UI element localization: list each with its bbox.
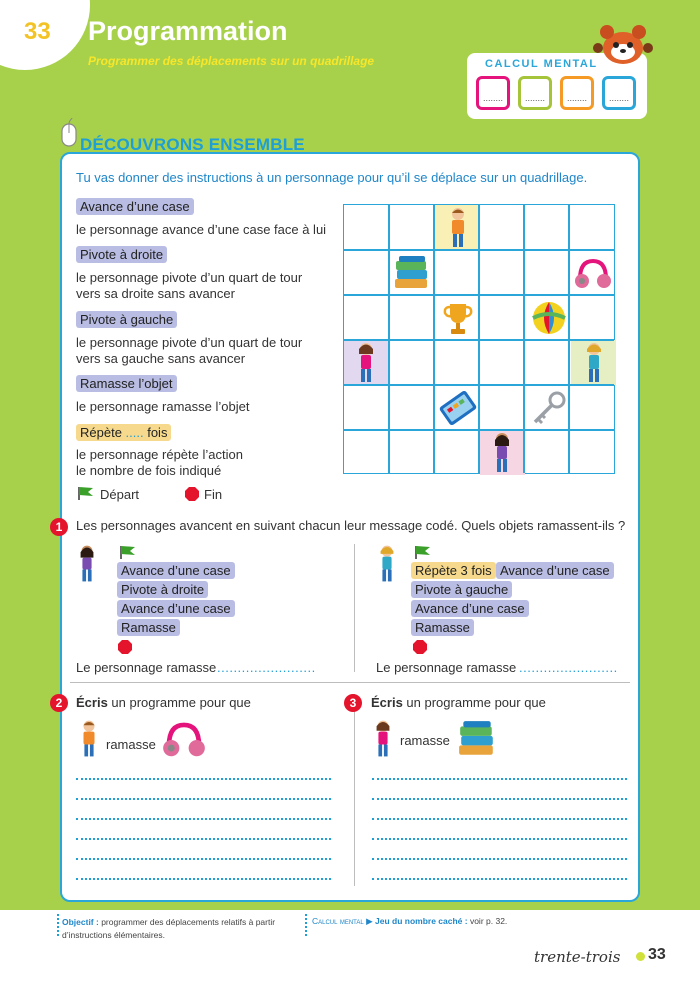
answer-line[interactable] (372, 798, 627, 800)
boy-character-icon (446, 207, 470, 249)
instruction-left-tag: Pivote à gauche (76, 311, 177, 328)
exercise-3-verb: Écris (371, 695, 403, 710)
instruction-advance-desc: le personnage avance d’une case face à lui (76, 222, 327, 237)
answer-line[interactable] (372, 778, 627, 780)
answer-line[interactable] (76, 878, 331, 880)
answer-line[interactable] (76, 798, 331, 800)
repeat-suffix: fois (147, 425, 168, 440)
end-stop-icon (412, 639, 428, 655)
exercise-1-question: Les personnages avancent en suivant chacun leur message codé. Quels objets ramassent-ils ? (76, 518, 626, 533)
section-title: DÉCOUVRONS ENSEMBLE (80, 135, 305, 154)
program-step: Pivote à droite (117, 581, 208, 598)
start-flag-icon (118, 544, 138, 560)
end-stop-icon (117, 639, 133, 655)
page-title: Programmation (88, 16, 288, 46)
exercise-3-text: un programme pour que (402, 695, 546, 710)
books-icon (393, 255, 431, 291)
exercise-1-answer-label-right: Le personnage ramasse (376, 660, 517, 675)
blonde-girl-character-icon (376, 544, 398, 584)
start-flag-icon (413, 544, 433, 560)
column-divider (354, 694, 355, 886)
calcul-label: Calcul mental (312, 916, 364, 926)
program-step: Avance d’une case (117, 600, 235, 617)
footer-marker (57, 914, 59, 936)
calcul-mental-title: CALCUL MENTAL (485, 58, 598, 70)
exercise-2-verb: Écris (76, 695, 108, 710)
answer-field-right[interactable]: ........................ (519, 660, 618, 675)
calcul-text: voir p. 32. (467, 916, 508, 926)
exercise-1-badge: 1 (50, 518, 68, 536)
answer-line[interactable] (76, 818, 331, 820)
answer-line[interactable] (76, 858, 331, 860)
tablet-icon (438, 389, 478, 427)
movement-grid (343, 204, 615, 474)
program-step: Avance d’une case (117, 562, 235, 579)
exercise-2-instruction (76, 695, 251, 710)
calcul-slot-2[interactable]: ........ (518, 76, 552, 110)
program-step: Avance d’une case (411, 600, 529, 617)
exercise-1-answer-label-left: Le personnage ramasse (76, 660, 217, 675)
exercise-2-text: un programme pour que (107, 695, 251, 710)
footer-calcul (312, 916, 507, 927)
section-divider (70, 682, 630, 683)
footer-marker (305, 914, 307, 936)
dark-hair-girl-character-icon (76, 544, 98, 584)
program-step: Avance d’une case (496, 562, 614, 579)
instruction-right-tag: Pivote à droite (76, 246, 167, 263)
calcul-slot-3[interactable]: ........ (560, 76, 594, 110)
key-icon (529, 391, 567, 427)
trophy-icon (442, 301, 474, 337)
instruction-right-desc-1: le personnage pivote d’un quart de tour (76, 270, 303, 285)
instruction-left-desc-1: le personnage pivote d’un quart de tour (76, 335, 303, 350)
answer-line[interactable] (76, 778, 331, 780)
instruction-repeat-tag (76, 424, 171, 441)
exercise-3-instruction (371, 695, 546, 710)
program-step: Ramasse (117, 619, 180, 636)
instruction-advance-tag: Avance d’une case (76, 198, 194, 215)
repeat-prefix: Répète (80, 425, 122, 440)
page-dot (636, 952, 645, 961)
answer-field-left[interactable]: ........................ (217, 660, 316, 675)
calcul-arrow: ▶ (363, 916, 375, 926)
headphones-icon (162, 720, 206, 760)
girl-character-icon (354, 342, 378, 384)
red-panda-mascot-icon (592, 18, 654, 66)
headphones-icon (574, 257, 612, 291)
answer-line[interactable] (372, 858, 627, 860)
legend-end-label: Fin (204, 487, 223, 502)
page-number-word: trente-trois (534, 948, 621, 966)
footer-objectif (62, 916, 302, 942)
page-number: 33 (648, 946, 666, 963)
exercise-3-ramasse: ramasse (400, 733, 450, 748)
instruction-left-desc-2: vers sa gauche sans avancer (76, 351, 246, 366)
instruction-repeat-desc-1: le personnage répète l’action (76, 447, 243, 462)
exercise-2-badge: 2 (50, 694, 68, 712)
answer-line[interactable] (372, 838, 627, 840)
girl-character-icon (372, 718, 394, 760)
end-stop-icon (184, 486, 200, 502)
dark-hair-girl-character-icon (490, 432, 514, 474)
instruction-pickup-desc: le personnage ramasse l’objet (76, 399, 250, 414)
beach-ball-icon (531, 300, 567, 336)
lesson-number: 33 (24, 18, 51, 45)
program-step: Pivote à gauche (411, 581, 512, 598)
calcul-bold: Jeu du nombre caché : (375, 916, 468, 926)
instruction-right-desc-2: vers sa droite sans avancer (76, 286, 235, 301)
objectif-text: programmer des déplacements relatifs à partir d’instructions élémentaires. (62, 917, 276, 940)
books-icon (457, 720, 497, 758)
page-subtitle: Programmer des déplacements sur un quadrillage (88, 54, 375, 68)
calcul-slot-1[interactable]: ........ (476, 76, 510, 110)
mouse-icon (60, 118, 78, 152)
instruction-pickup-tag: Ramasse l’objet (76, 375, 177, 392)
start-flag-icon (76, 485, 96, 501)
exercise-2-ramasse: ramasse (106, 737, 156, 752)
column-divider (354, 544, 355, 672)
legend-start-label: Départ (100, 487, 140, 502)
blonde-girl-character-icon (582, 342, 606, 384)
answer-line[interactable] (76, 838, 331, 840)
program-repeat-step: Répète 3 fois (411, 562, 496, 579)
calcul-slot-4[interactable]: ........ (602, 76, 636, 110)
exercise-3-badge: 3 (344, 694, 362, 712)
section-intro: Tu vas donner des instructions à un personnage pour qu’il se déplace sur un quadrillage. (76, 170, 588, 185)
instruction-repeat-desc-2: le nombre de fois indiqué (76, 463, 222, 478)
objectif-label: Objectif : (62, 917, 99, 927)
boy-character-icon (78, 718, 100, 760)
answer-line[interactable] (372, 818, 627, 820)
repeat-dots: ..... (121, 425, 148, 440)
program-step: Ramasse (411, 619, 474, 636)
answer-line[interactable] (372, 878, 627, 880)
